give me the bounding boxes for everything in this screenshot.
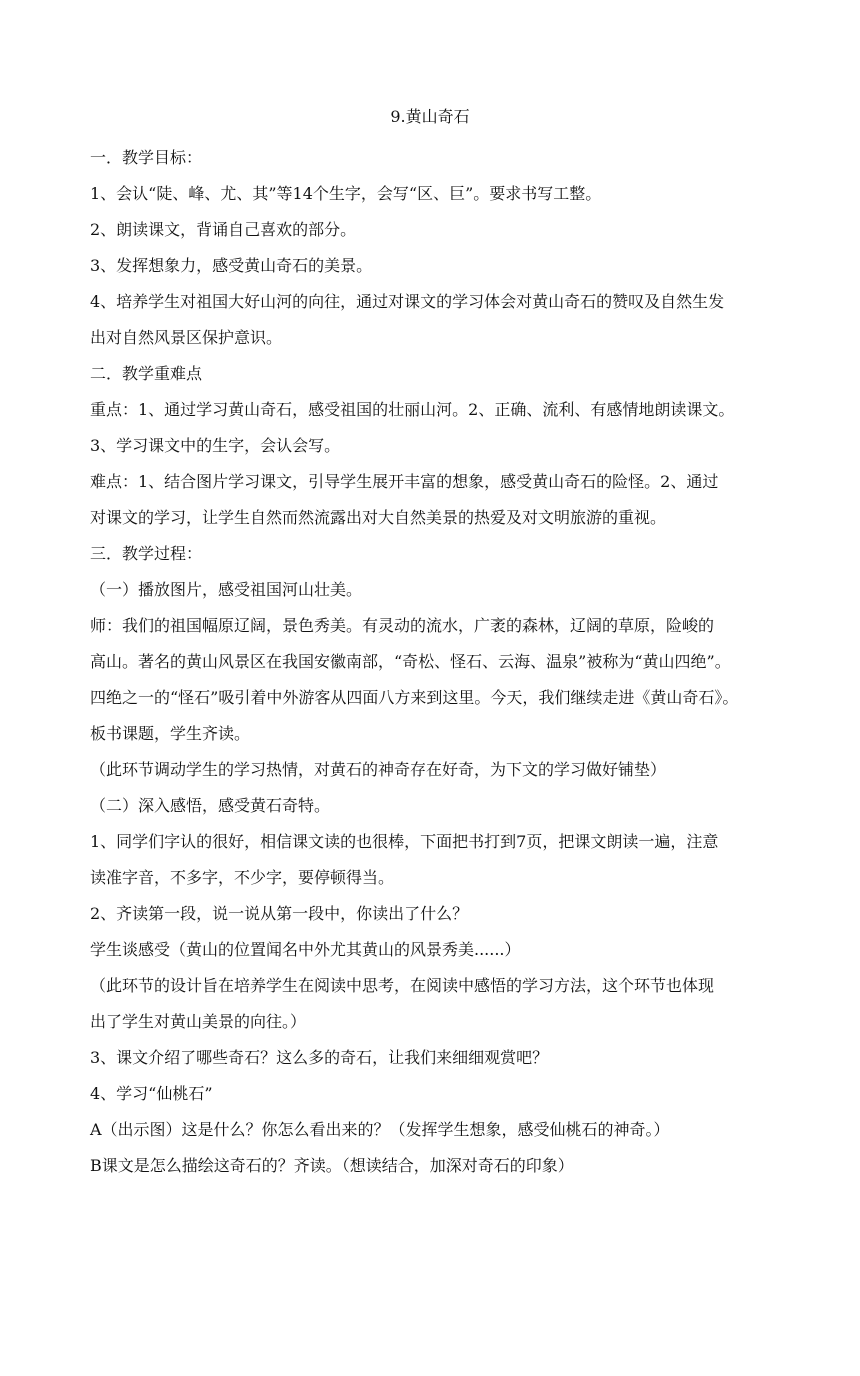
step-2-heading: （二）深入感悟，感受黄石奇特。: [90, 796, 331, 815]
process-item-1-line-2: 读准字音，不多字，不少字，要停顿得当。: [90, 868, 395, 887]
goal-item-4-line-1: 4、培养学生对祖国大好山河的向往，通过对课文的学习体会对黄山奇石的赞叹及自然生发: [90, 292, 725, 311]
teacher-text-line-4: 板书课题，学生齐读。: [90, 724, 251, 743]
teacher-text-line-3: 四绝之一的“怪石”吸引着中外游客从四面八方来到这里。今天，我们继续走进《黄山奇石》。: [90, 688, 739, 707]
goal-item-1: 1、会认“陡、峰、尤、其”等14个生字，会写“区、巨”。要求书写工整。: [90, 184, 602, 203]
process-item-2: 2、齐读第一段，说一说从第一段中，你读出了什么？: [90, 904, 469, 923]
design-note-1: （此环节调动学生的学习热情，对黄石的神奇存在好奇，为下文的学习做好铺垫）: [90, 760, 667, 779]
step-1-heading: （一）播放图片，感受祖国河山壮美。: [90, 580, 363, 599]
process-item-4-a: A（出示图）这是什么？你怎么看出来的？（发挥学生想象，感受仙桃石的神奇。）: [90, 1120, 670, 1139]
section-heading-goals: 一．教学目标：: [90, 148, 203, 167]
design-note-2-line-2: 出了学生对黄山美景的向往。）: [90, 1012, 307, 1031]
teacher-text-line-2: 高山。著名的黄山风景区在我国安徽南部，“奇松、怪石、云海、温泉”被称为“黄山四绝”。: [90, 652, 731, 671]
key-point-line-2: 3、学习课文中的生字，会认会写。: [90, 436, 341, 455]
teacher-text-line-1: 师：我们的祖国幅原辽阔，景色秀美。有灵动的流水，广袤的森林，辽阔的草原，险峻的: [90, 616, 715, 635]
process-item-4: 4、学习“仙桃石”: [90, 1084, 213, 1103]
difficulty-line-2: 对课文的学习，让学生自然而然流露出对大自然美景的热爱及对文明旅游的重视。: [90, 508, 667, 527]
document-page: [90, 104, 770, 1184]
goal-item-2: 2、朗读课文，背诵自己喜欢的部分。: [90, 220, 357, 239]
goal-item-3: 3、发挥想象力，感受黄山奇石的美景。: [90, 256, 373, 275]
document-title: 9.黄山奇石: [390, 107, 470, 126]
goal-item-4-line-2: 出对自然风景区保护意识。: [90, 328, 283, 347]
process-item-1-line-1: 1、同学们字认的很好，相信课文读的也很棒，下面把书打到7页，把课文朗读一遍，注意: [90, 832, 719, 851]
section-heading-process: 三．教学过程：: [90, 544, 203, 563]
key-point-line-1: 重点：1、通过学习黄山奇石，感受祖国的壮丽山河。2、正确、流利、有感情地朗读课文。: [90, 400, 735, 419]
process-item-3: 3、课文介绍了哪些奇石？这么多的奇石，让我们来细细观赏吧？: [90, 1048, 549, 1067]
student-feeling: 学生谈感受（黄山的位置闻名中外尤其黄山的风景秀美......）: [90, 940, 521, 959]
section-heading-key-points: 二．教学重难点: [90, 364, 203, 383]
difficulty-line-1: 难点：1、结合图片学习课文，引导学生展开丰富的想象，感受黄山奇石的险怪。2、通过: [90, 472, 719, 491]
design-note-2-line-1: （此环节的设计旨在培养学生在阅读中思考，在阅读中感悟的学习方法，这个环节也体现: [90, 976, 715, 995]
process-item-4-b: B课文是怎么描绘这奇石的？齐读。（想读结合，加深对奇石的印象）: [90, 1156, 574, 1175]
